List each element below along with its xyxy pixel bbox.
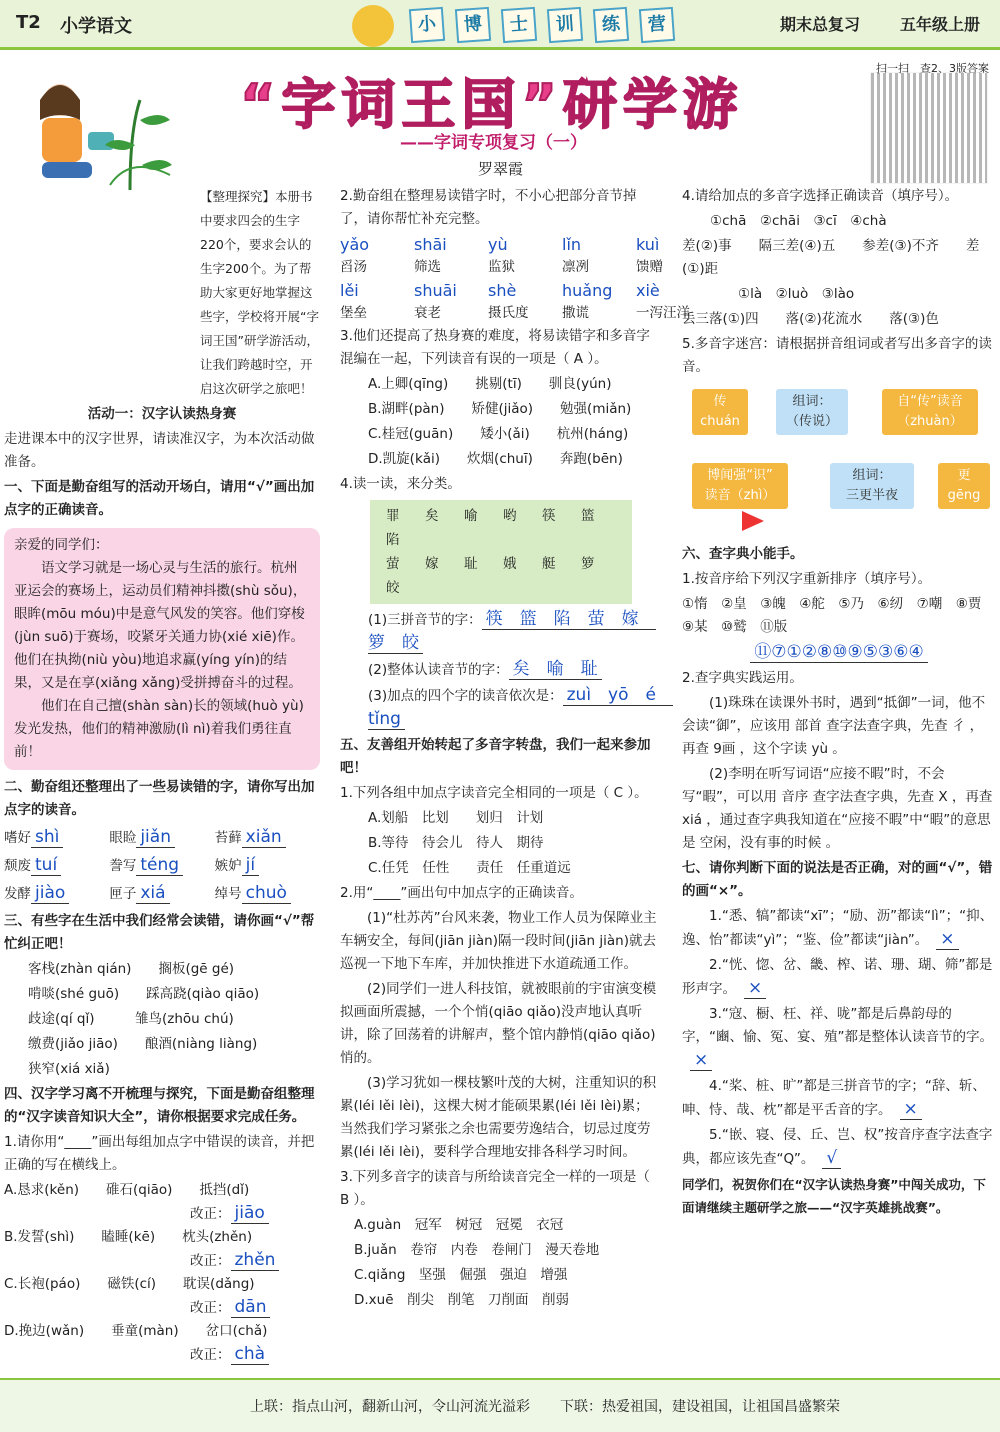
s6-q1-chars: ①惰 ②皇 ③魄 ④舵 ⑤乃 ⑥纫 ⑦嘲 ⑧贾 ⑨某 ⑩鹫 ⑪版 (682, 596, 995, 635)
fix-answer: zhěn (231, 1250, 280, 1271)
maze-box: 组词： 三更半夜 (830, 463, 914, 509)
s6-q2-prompt: 2.查字典实践运用。 (682, 670, 803, 686)
s5-q2-paragraphs (340, 907, 662, 1164)
pinyin-answer: shuāi (414, 281, 457, 300)
section-7-heading: 七、请你判断下面的说法是否正确，对的画“√”，错的画“×”。 (682, 860, 993, 899)
q4-fix (4, 1249, 320, 1273)
q3-item: 歧途(qí qǐ) 雏鸟(zhōu chú) (28, 1011, 234, 1027)
pinyin-word: 衰老 (414, 305, 441, 321)
judgement-items (682, 905, 996, 1171)
s5-q3-options (340, 1214, 662, 1312)
q4-item (4, 1273, 320, 1320)
q4-items (4, 1179, 320, 1367)
q3-item: 狭窄(xiá xiǎ) (28, 1061, 110, 1077)
q3-item: 客栈(zhàn qián) 搁板(gē gé) (28, 961, 235, 977)
maze-box: 博闻强“识” 读音（zhì） (692, 463, 788, 509)
mascot-icon (352, 5, 394, 47)
option: C.桂冠(guān) 矮小(ǎi) 杭州(háng) (368, 426, 629, 442)
intro-text: 【整理探究】本册书中要求四会的生字220个，要求会认的生字200个。为了帮助大家更好地掌握这些字，学校将开展“字词王国”研学游活动，让我们跨越时空，开启这次研学之旅吧！ (200, 189, 319, 396)
class-item (368, 684, 673, 732)
judge-item (682, 905, 996, 952)
grade-label: 五年级上册 (900, 15, 981, 34)
class-answer: 矣 喻 耻 (509, 659, 602, 680)
s5-q1-options (340, 807, 662, 880)
pinyin-item (488, 279, 562, 325)
closing-text: 同学们，祝贺你们在“汉字认读热身赛”中闯关成功，下面请继续主题研学之旅——“汉字英雄挑战赛”。 (682, 1177, 986, 1215)
q2-answer: shì (31, 827, 63, 848)
pinyin-word: 摄氏度 (488, 305, 529, 321)
activity-1-desc: 走进课本中的汉字世界，请读准汉字，为本次活动做准备。 (4, 431, 315, 470)
brand-tiles (410, 8, 674, 42)
paragraph: (1)“杜苏芮”台风来袭，物业工作人员为保障业主车辆安全，每间(jiān jiàn)隔一段时间(jiān jiàn)就去巡视一下地下车库，并加快推进下水道疏通工作。 (340, 910, 657, 972)
fix-answer: dān (231, 1297, 271, 1318)
qr-code-icon[interactable] (870, 72, 988, 184)
q2-word: 誊写 (109, 858, 137, 874)
q2-word: 绰号 (214, 886, 242, 902)
pinyin-word: 堡垒 (340, 305, 367, 321)
letter-paragraph: 语文学习就是一场心灵与生活的旅行。杭州亚运会的赛场上，运动员们精神抖擞(shù sǒu)，眼眸(mōu móu)中是意气风发的笑容。他们穿梭(jùn suō)于赛场，咬紧牙关通力协(xié xiē)作。他们在执拗(niù yòu)地追求赢(yíng yín)的结果，又是在享(xiǎng xǎng)受拼搏奋斗的过程。 (14, 560, 307, 691)
c2-q3-options (340, 373, 662, 471)
letter-greeting: 亲爱的同学们： (14, 537, 109, 553)
class-item (368, 608, 662, 656)
c3-q5-prompt: 5.多音字迷宫：请根据拼音组词或者写出多音字的读音。 (682, 336, 992, 375)
q4-options: A.恳求(kěn) 碓石(qiāo) 抵挡(dǐ) (4, 1182, 250, 1198)
grid-row: 罪 矣 喻 哟 筷 篮 陷 (386, 508, 620, 548)
s5-q2-prompt: 2.用“____”画出句中加点字的正确读音。 (340, 885, 583, 901)
class-answer: zuì yō é tǐng (368, 685, 673, 729)
judge-answer: × (936, 929, 958, 950)
pinyin-answer: lěi (340, 281, 359, 300)
pinyin-row (340, 233, 662, 279)
q4-options: B.发誓(shì) 瞌睡(kē) 枕头(zhěn) (4, 1229, 253, 1245)
option: B.juǎn 卷帘 内卷 卷闸门 漫天卷地 (354, 1242, 600, 1258)
brand-tile: 小 (409, 7, 445, 43)
q3-heading: 三、有些字在生活中我们经常会读错，请你画“√”帮忙纠正吧！ (4, 913, 315, 952)
pinyin-answer: yǎo (340, 235, 370, 254)
pinyin-word: 舀汤 (340, 259, 367, 275)
q4-fix (4, 1202, 320, 1226)
class-label: (2)整体认读音节的字： (368, 662, 509, 678)
couplet-lower: 下联：热爱祖国，建设祖国，让祖国昌盛繁荣 (560, 1399, 840, 1415)
s5-q3-prompt: 3.下列多音字的读音与所给读音完全一样的一项是（ B ）。 (340, 1169, 650, 1208)
s6-q1-answer: ⑪⑦①②⑧⑩⑨⑤③⑥④ (750, 642, 927, 663)
q2-word: 匣子 (109, 886, 137, 902)
judge-answer: × (690, 1050, 712, 1071)
c2-q4-prompt: 4.读一读，来分类。 (340, 476, 461, 492)
option: D.xuē 削尖 削笔 刀削面 削弱 (354, 1292, 570, 1308)
activity-1-title: 活动一：汉字认读热身赛 (87, 406, 237, 422)
option: A.上卿(qīng) 挑剔(tī) 驯良(yún) (368, 376, 612, 392)
q1-heading: 一、下面是勤奋组写的活动开场白，请用“√”画出加点字的正确读音。 (4, 479, 315, 518)
q2-word: 颓废 (4, 858, 31, 874)
pinyin-answer: yù (488, 235, 508, 254)
qr-caption: 扫一扫 查2、3版答案 (876, 62, 989, 75)
q2-item (109, 854, 214, 878)
letter-paragraph: 他们在自己擅(shàn sàn)长的领域(huò yù)发光发热，他们的精神激励(lì nì)着我们勇往直前！ (14, 698, 304, 760)
fix-label: 改正： (190, 1300, 231, 1316)
q3-item: 啃啖(shé guō) 踩高跷(qiào qiāo) (28, 986, 260, 1002)
judge-item (682, 954, 996, 1001)
luo-readings: ①là ②luò ③lào (738, 286, 855, 302)
fix-label: 改正： (190, 1206, 231, 1222)
maze-box: 更 gēng (938, 463, 990, 509)
column-2 (340, 185, 690, 1314)
q4-1-prompt: 1.请你用“____”画出每组加点字中错误的读音，并把正确的写在横线上。 (4, 1134, 315, 1173)
option: C.qiǎng 坚强 倔强 强迫 增强 (354, 1267, 568, 1283)
q2-word: 发酵 (4, 886, 31, 902)
pinyin-answer: shāi (414, 235, 447, 254)
judge-answer: × (900, 1099, 922, 1120)
judge-item (682, 1003, 996, 1073)
c2-q2-prompt: 2.勤奋组在整理易读错字时，不小心把部分音节掉了，请你帮忙补充完整。 (340, 188, 637, 227)
pinyin-answer: shè (488, 281, 517, 300)
brand-tile: 练 (593, 7, 629, 43)
grid-row: 萤 嫁 耻 娥 艇 箩 皎 (386, 556, 620, 596)
class-item (368, 658, 662, 682)
pinyin-row (340, 279, 690, 325)
pinyin-answer: kuì (636, 235, 660, 254)
judge-text: 3.“寇、橱、枉、祥、咙”都是后鼻韵母的字，“豳、愉、冤、宴、殖”都是整体认读音节的字。 (682, 1006, 993, 1045)
column-1 (4, 185, 320, 1367)
fix-label: 改正： (190, 1347, 231, 1363)
q4-item (4, 1179, 320, 1226)
s6-q2-para: (2)李明在听写词语“应接不暇”时，不会写“暇”，可以用 音序 查字法查字典，先查 X ，再查 xiá ，通过查字典我知道在“应接不暇”中“暇”的意思是 空闲，没有事的时候 。 (682, 766, 993, 851)
class-label: (3)加点的四个字的读音依次是： (368, 688, 563, 704)
judge-answer: √ (822, 1148, 841, 1169)
pinyin-word: 监狱 (488, 259, 515, 275)
column-3 (682, 185, 996, 1221)
q4-fix (4, 1343, 320, 1367)
pinyin-answer: xiè (636, 281, 660, 300)
q2-answer: jiào (31, 883, 69, 904)
s6-q1-prompt: 1.按音序给下列汉字重新排序（填序号）。 (682, 571, 932, 587)
c2-q3-prompt: 3.他们还提高了热身赛的难度，将易读错字和多音字混编在一起，下列读音有误的一项是（ A ）。 (340, 328, 650, 367)
pinyin-answer: lǐn (562, 235, 582, 254)
maze-box: 传 chuán (692, 389, 748, 435)
q2-answer: chuò (242, 883, 291, 904)
pinyin-item (340, 279, 414, 325)
fix-label: 改正： (190, 1253, 231, 1269)
c3-q4-prompt: 4.请给加点的多音字选择正确读音（填序号）。 (682, 188, 959, 204)
judge-text: 5.“嵌、寝、侵、丘、岂、权”按音序查字法查字典，都应该先查“Q”。 (682, 1127, 993, 1167)
option: B.湖畔(pàn) 矫健(jiǎo) 勉强(miǎn) (368, 401, 632, 417)
fix-answer: chà (231, 1344, 270, 1365)
page-title: “字词王国”研学游 (240, 73, 743, 136)
subject-label: 小学语文 (60, 16, 132, 37)
q2-word: 苔藓 (214, 830, 242, 846)
welcome-letter (4, 528, 320, 770)
q2-item (109, 882, 214, 906)
couplet-upper: 上联：指点山河，翻新山河，令山河流光溢彩 (250, 1399, 530, 1415)
author: 罗翠霞 (478, 160, 524, 178)
judge-item (682, 1075, 996, 1122)
q2-answer: xiá (136, 883, 169, 904)
q2-heading: 二、勤奋组还整理出了一些易读错的字，请你写出加点字的读音。 (4, 779, 315, 818)
pinyin-item (340, 233, 414, 279)
fix-answer: jiāo (231, 1203, 269, 1224)
q2-answer: jiǎn (136, 827, 175, 848)
q2-answer: téng (136, 855, 183, 876)
paragraph: (3)学习犹如一棵枝繁叶茂的大树，注重知识的积累(léi lěi lèi)，这棵大树才能硕果累(léi lěi lèi)累；当然我们学习紧张之余也需要劳逸结合，切忌过度劳累(léi lěi lèi)，要科学合理地安排各科学习时间。 (340, 1075, 657, 1160)
pinyin-word: 凛冽 (562, 259, 589, 275)
pinyin-word: 一泻汪洋 (636, 305, 690, 321)
maze-box: 组词： （传说） (776, 389, 848, 435)
option: A.guàn 冠军 树冠 冠冕 衣冠 (354, 1217, 564, 1233)
q4-fix (4, 1296, 320, 1320)
option: D.凯旋(kǎi) 炊烟(chuī) 奔跑(bēn) (368, 451, 623, 467)
class-label: (1)三拼音节的字： (368, 612, 482, 628)
cha-answers: 差(②)事 隔三差(④)五 参差(③)不齐 差(①)距 (682, 238, 980, 277)
classification-answers (340, 608, 673, 732)
cha-readings: ①chā ②chāi ③cī ④chà (710, 213, 887, 229)
q2-item (109, 826, 214, 850)
q4-item (4, 1320, 320, 1367)
q2-item (215, 854, 320, 878)
s5-q1-prompt: 1.下列各组中加点字读音完全相同的一项是（ C ）。 (340, 785, 648, 801)
q3-items (4, 958, 320, 1081)
q4-item (4, 1226, 320, 1273)
section-5-heading: 五、友善组开始转起了多音字转盘，我们一起来参加吧！ (340, 737, 651, 776)
flag-icon (742, 511, 764, 531)
pinyin-item (414, 279, 488, 325)
page-subtitle: ——字词专项复习（一） (400, 133, 587, 153)
pinyin-item (414, 233, 488, 279)
pinyin-item (488, 233, 562, 279)
brand-tile: 营 (639, 7, 675, 43)
maze-box: 自“传”读音 （zhuàn） (882, 389, 978, 435)
character-grid (370, 500, 632, 604)
page-number: T2 (16, 12, 41, 33)
pinyin-answer: huǎng (562, 281, 613, 300)
brand-tile: 博 (455, 7, 491, 43)
polyphone-maze (682, 383, 996, 543)
option: C.任凭 任性 责任 任重道远 (368, 860, 571, 876)
class-answer: 筷 篮 陷 萤 嫁 箩 皎 (368, 609, 656, 653)
page-footer (0, 1378, 1000, 1432)
girl-watering-illustration (10, 70, 190, 200)
paragraph: (2)同学们一进人科技馆，就被眼前的宇宙演变模拟画面所震撼，一个个悄(qiāo qiǎo)没声地认真听讲，除了回荡着的讲解声，整个馆内静悄(qiāo qiǎo)悄的。 (340, 981, 657, 1066)
brand-tile: 训 (547, 7, 583, 43)
brand-tile: 士 (501, 7, 537, 43)
option: B.等待 待会儿 待人 期待 (368, 835, 544, 851)
q2-word: 嗜好 (4, 830, 31, 846)
q2-item (4, 826, 109, 850)
section-6-heading: 六、查字典小能手。 (682, 546, 804, 562)
luo-answers: 丢三落(①)四 落(②)花流水 落(③)色 (682, 311, 939, 327)
option: A.划船 比划 划归 计划 (368, 810, 544, 826)
q2-answer: jí (242, 855, 259, 876)
q3-item: 缴费(jiǎo jiāo) 酿酒(niàng liàng) (28, 1036, 258, 1052)
q2-item (215, 826, 320, 850)
judge-text: 1.“悉、犒”都读“xī”；“励、沥”都读“lì”；“抑、逸、怡”都读“yì”；“鉴、俭”都读“jiàn”。 (682, 908, 994, 948)
pinyin-word: 筛选 (414, 259, 441, 275)
review-label: 期末总复习 (780, 15, 861, 34)
q2-word: 眼睑 (109, 830, 137, 846)
s6-q2-para: (1)珠珠在读课外书时，遇到“抵御”一词，他不会读“御”，应该用 部首 查字法查字典，先查 彳 ，再查 9画 ，这个字读 yù 。 (682, 695, 986, 757)
q4-heading: 四、汉字学习离不开梳理与探究，下面是勤奋组整理的“汉字读音知识大全”，请你根据要求完成任务。 (4, 1086, 315, 1125)
page-header (0, 0, 1000, 50)
q2-answer: tuí (31, 855, 61, 876)
pinyin-word: 馈赠 (636, 259, 663, 275)
pinyin-word: 撒谎 (562, 305, 589, 321)
pinyin-item (562, 233, 636, 279)
judge-item (682, 1124, 996, 1171)
q4-options: D.挽边(wǎn) 垂童(màn) 岔口(chǎ) (4, 1323, 268, 1339)
q2-item (4, 854, 109, 878)
q2-answer: xiǎn (242, 827, 286, 848)
judge-text: 2.“恍、惚、岔、畿、榨、诺、珊、瑚、筛”都是形声字。 (682, 957, 993, 997)
judge-answer: × (744, 978, 766, 999)
q2-item (215, 882, 320, 906)
q2-item (4, 882, 109, 906)
q4-options: C.长袍(páo) 磁铁(cí) 耽误(dǎng) (4, 1276, 255, 1292)
judge-text: 4.“桨、桩、旷”都是三拼音节的字；“辞、斩、呻、恃、哉、枕”都是平舌音的字。 (682, 1078, 986, 1118)
pinyin-item (562, 279, 636, 325)
q2-answers (4, 826, 320, 906)
q2-word: 嫉妒 (214, 858, 242, 874)
